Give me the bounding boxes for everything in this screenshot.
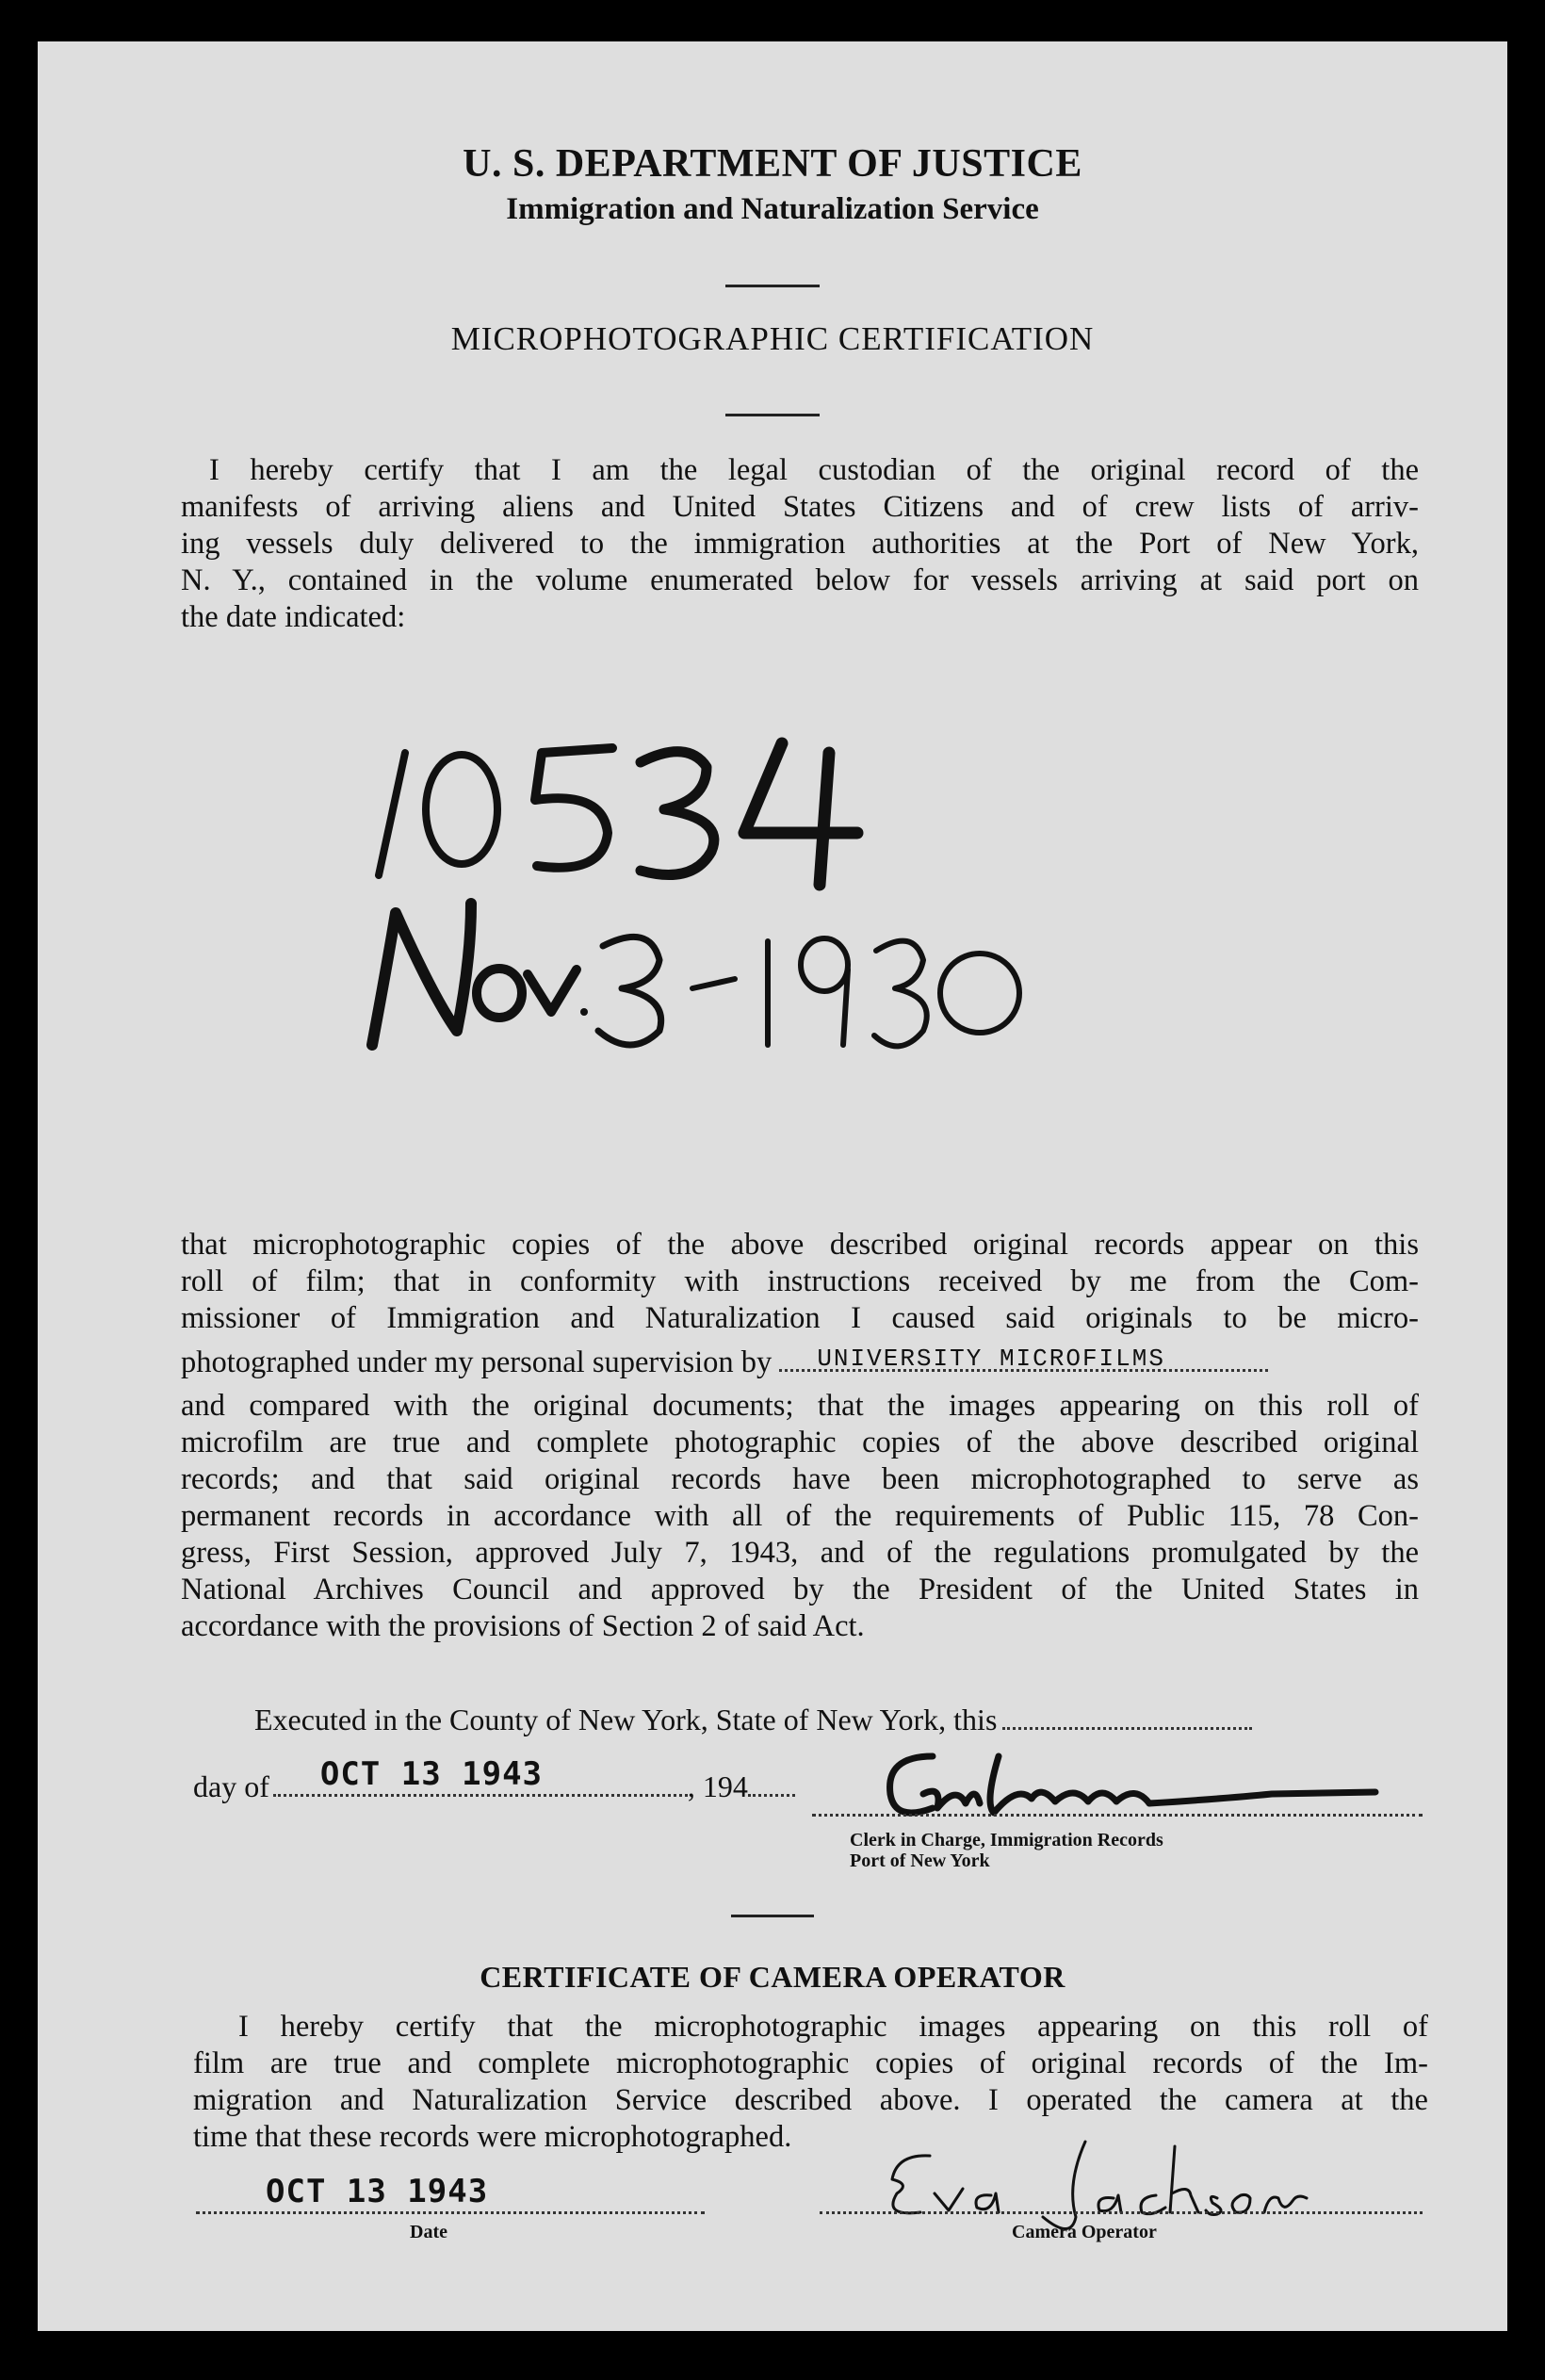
camera-line: I hereby certify that the microphotographic images appearing on this roll of (238, 2010, 1428, 2044)
certificate-page (38, 41, 1507, 2331)
body-line: roll of film; that in conformity with instructions received by me from the Com- (181, 1264, 1419, 1298)
body-line: photographed under my personal supervision by (181, 1345, 772, 1379)
handwriting-graphic (330, 659, 1083, 1054)
operator-signature (840, 2127, 1368, 2231)
supervisor-field (779, 1345, 1268, 1373)
day-of-label: day of (193, 1769, 269, 1803)
body-line: permanent records in accordance with all of the requirements of Public 115, 78 Con- (181, 1499, 1419, 1533)
camera-date-stamp: OCT 13 1943 (266, 2173, 489, 2210)
clerk-title-line: Clerk in Charge, Immigration Records (850, 1830, 1163, 1850)
operator-label: Camera Operator (1012, 2222, 1157, 2242)
body-line: missioner of Immigration and Naturalization I caused said originals to be micro- (181, 1301, 1419, 1335)
body-line: gress, First Session, approved July 7, 1943, and of the regulations promulgated by the (181, 1536, 1419, 1570)
body-line: that microphotographic copies of the above described original records appear on this (181, 1228, 1419, 1262)
service-heading: Immigration and Naturalization Service (506, 192, 1039, 226)
date-stamp: OCT 13 1943 (319, 1755, 544, 1793)
body-line: National Archives Council and approved by the President of the United States in (181, 1573, 1419, 1606)
supervisor-name: UNIVERSITY MICROFILMS (817, 1345, 1165, 1373)
operator-signature-line (820, 2211, 1423, 2214)
divider (725, 414, 820, 416)
divider (731, 1915, 814, 1917)
form-title: MICROPHOTOGRAPHIC CERTIFICATION (450, 320, 1095, 357)
clerk-signature-line (812, 1814, 1423, 1817)
intro-line: I hereby certify that I am the legal custodian of the original record of the (209, 453, 1419, 487)
body-line: records; and that said original records have been microphotographed to serve as (181, 1462, 1419, 1496)
body-line: and compared with the original documents; that the images appearing on this roll of (181, 1389, 1419, 1423)
camera-heading: CERTIFICATE OF CAMERA OPERATOR (480, 1960, 1065, 1994)
year-label: , 194 (687, 1769, 748, 1803)
handwritten-volume-and-date (330, 659, 1083, 1054)
intro-line: N. Y., contained in the volume enumerated below for vessels arriving at said port on (181, 563, 1419, 597)
divider (725, 285, 820, 287)
department-heading: U. S. DEPARTMENT OF JUSTICE (463, 142, 1082, 186)
camera-date-line (196, 2211, 705, 2214)
clerk-title (850, 1830, 1163, 1871)
day-of-line (193, 1755, 909, 1805)
intro-line: manifests of arriving aliens and United States Citizens and of crew lists of arriv- (181, 490, 1419, 524)
body-line-supervisor (181, 1337, 1419, 1388)
camera-line: migration and Naturalization Service described above. I operated the camera at the (193, 2083, 1428, 2117)
intro-line: the date indicated: (181, 600, 406, 634)
camera-date-label: Date (410, 2222, 447, 2242)
body-paragraph (181, 1227, 1419, 1645)
year-field (748, 1794, 795, 1797)
camera-line: film are true and complete microphotographic copies of original records of the Im- (193, 2046, 1428, 2080)
body-line: accordance with the provisions of Section 2 of said Act. (181, 1609, 865, 1643)
intro-line: ing vessels duly delivered to the immigration authorities at the Port of New York, (181, 527, 1419, 561)
executed-text: Executed in the County of New York, State of New York, this (254, 1703, 998, 1736)
intro-paragraph (181, 452, 1419, 636)
date-field (273, 1755, 688, 1797)
operator-signature-graphic (840, 2127, 1368, 2231)
camera-line: time that these records were microphotographed. (193, 2120, 792, 2154)
body-line: microfilm are true and complete photographic copies of the above described original (181, 1426, 1419, 1459)
clerk-title-line: Port of New York (850, 1850, 990, 1871)
